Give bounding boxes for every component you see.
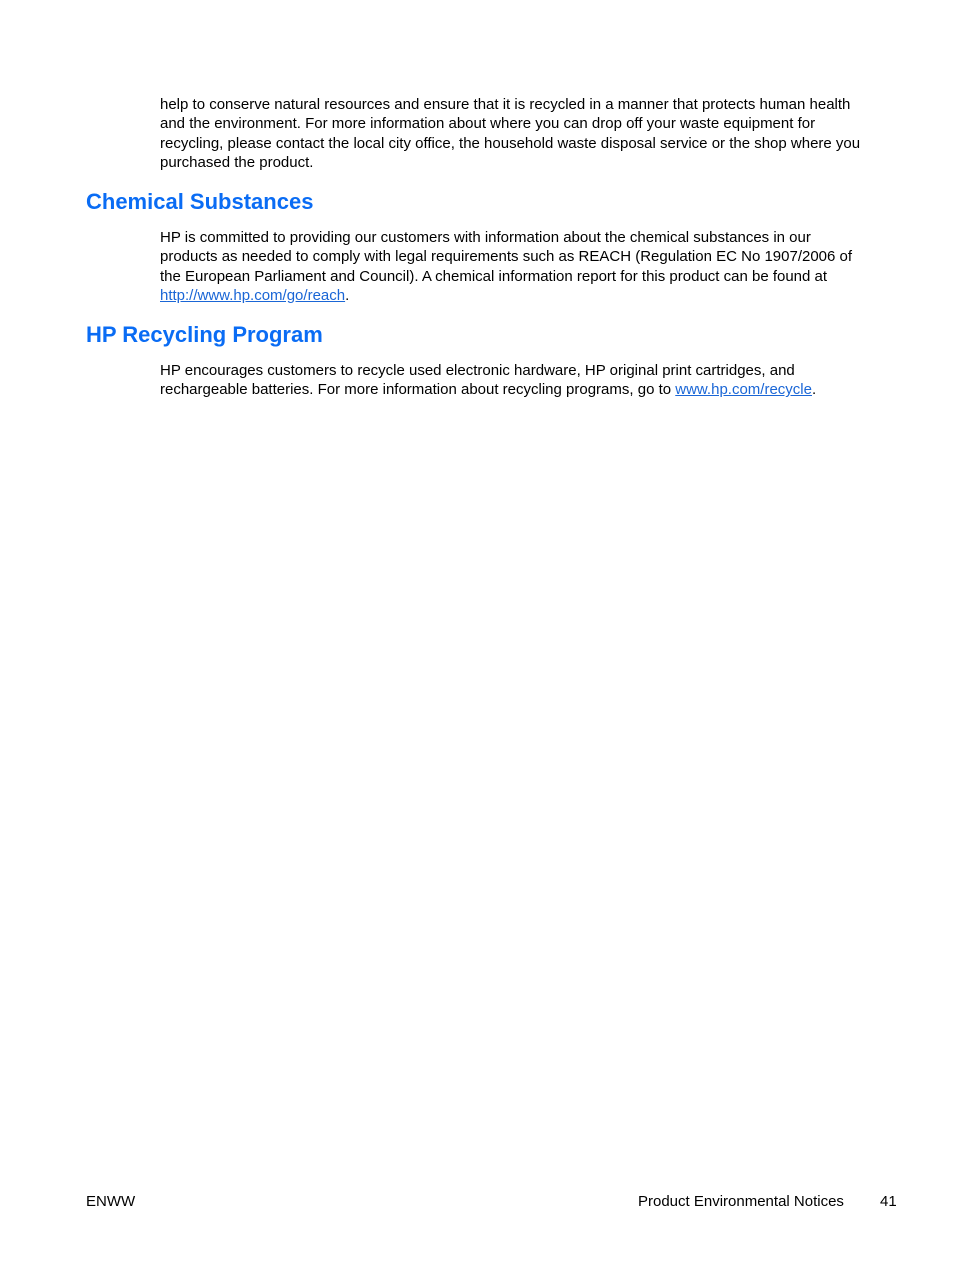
chemical-text-end: . [345,286,350,304]
recycling-text: HP encourages customers to recycle used electronic hardware, HP original print cartridges, and rechargeable batteries. For more information about recycling programs, go to [160,362,795,399]
footer-section-title: Product Environmental Notices [638,1193,844,1210]
intro-paragraph: help to conserve natural resources and ensure that it is recycled in a manner that protects human health and the environment. For more information about where you can drop off your waste equipment for recycling, please contact the local city office, the household waste disposal service or the shop where you purchased the product. [160,96,861,171]
footer-enww: ENWW [86,1193,136,1210]
chemical-substances-heading: Chemical Substances [86,189,314,214]
reach-link[interactable]: http://www.hp.com/go/reach [160,286,346,304]
chemical-substances-paragraph [160,228,872,305]
recycling-text-end: . [811,381,817,399]
recycle-link[interactable]: www.hp.com/recycle [675,381,812,399]
hp-recycling-paragraph [160,361,872,400]
chemical-text: HP is committed to providing our customers with information about the chemical substances in our products as needed to comply with legal requirements such as REACH (Regulation EC No 1907/2006 of the European Parliament and Council). A chemical information report for this product can be found at [160,229,853,285]
footer-page-number: 41 [880,1193,897,1210]
hp-recycling-program-heading: HP Recycling Program [86,322,323,347]
